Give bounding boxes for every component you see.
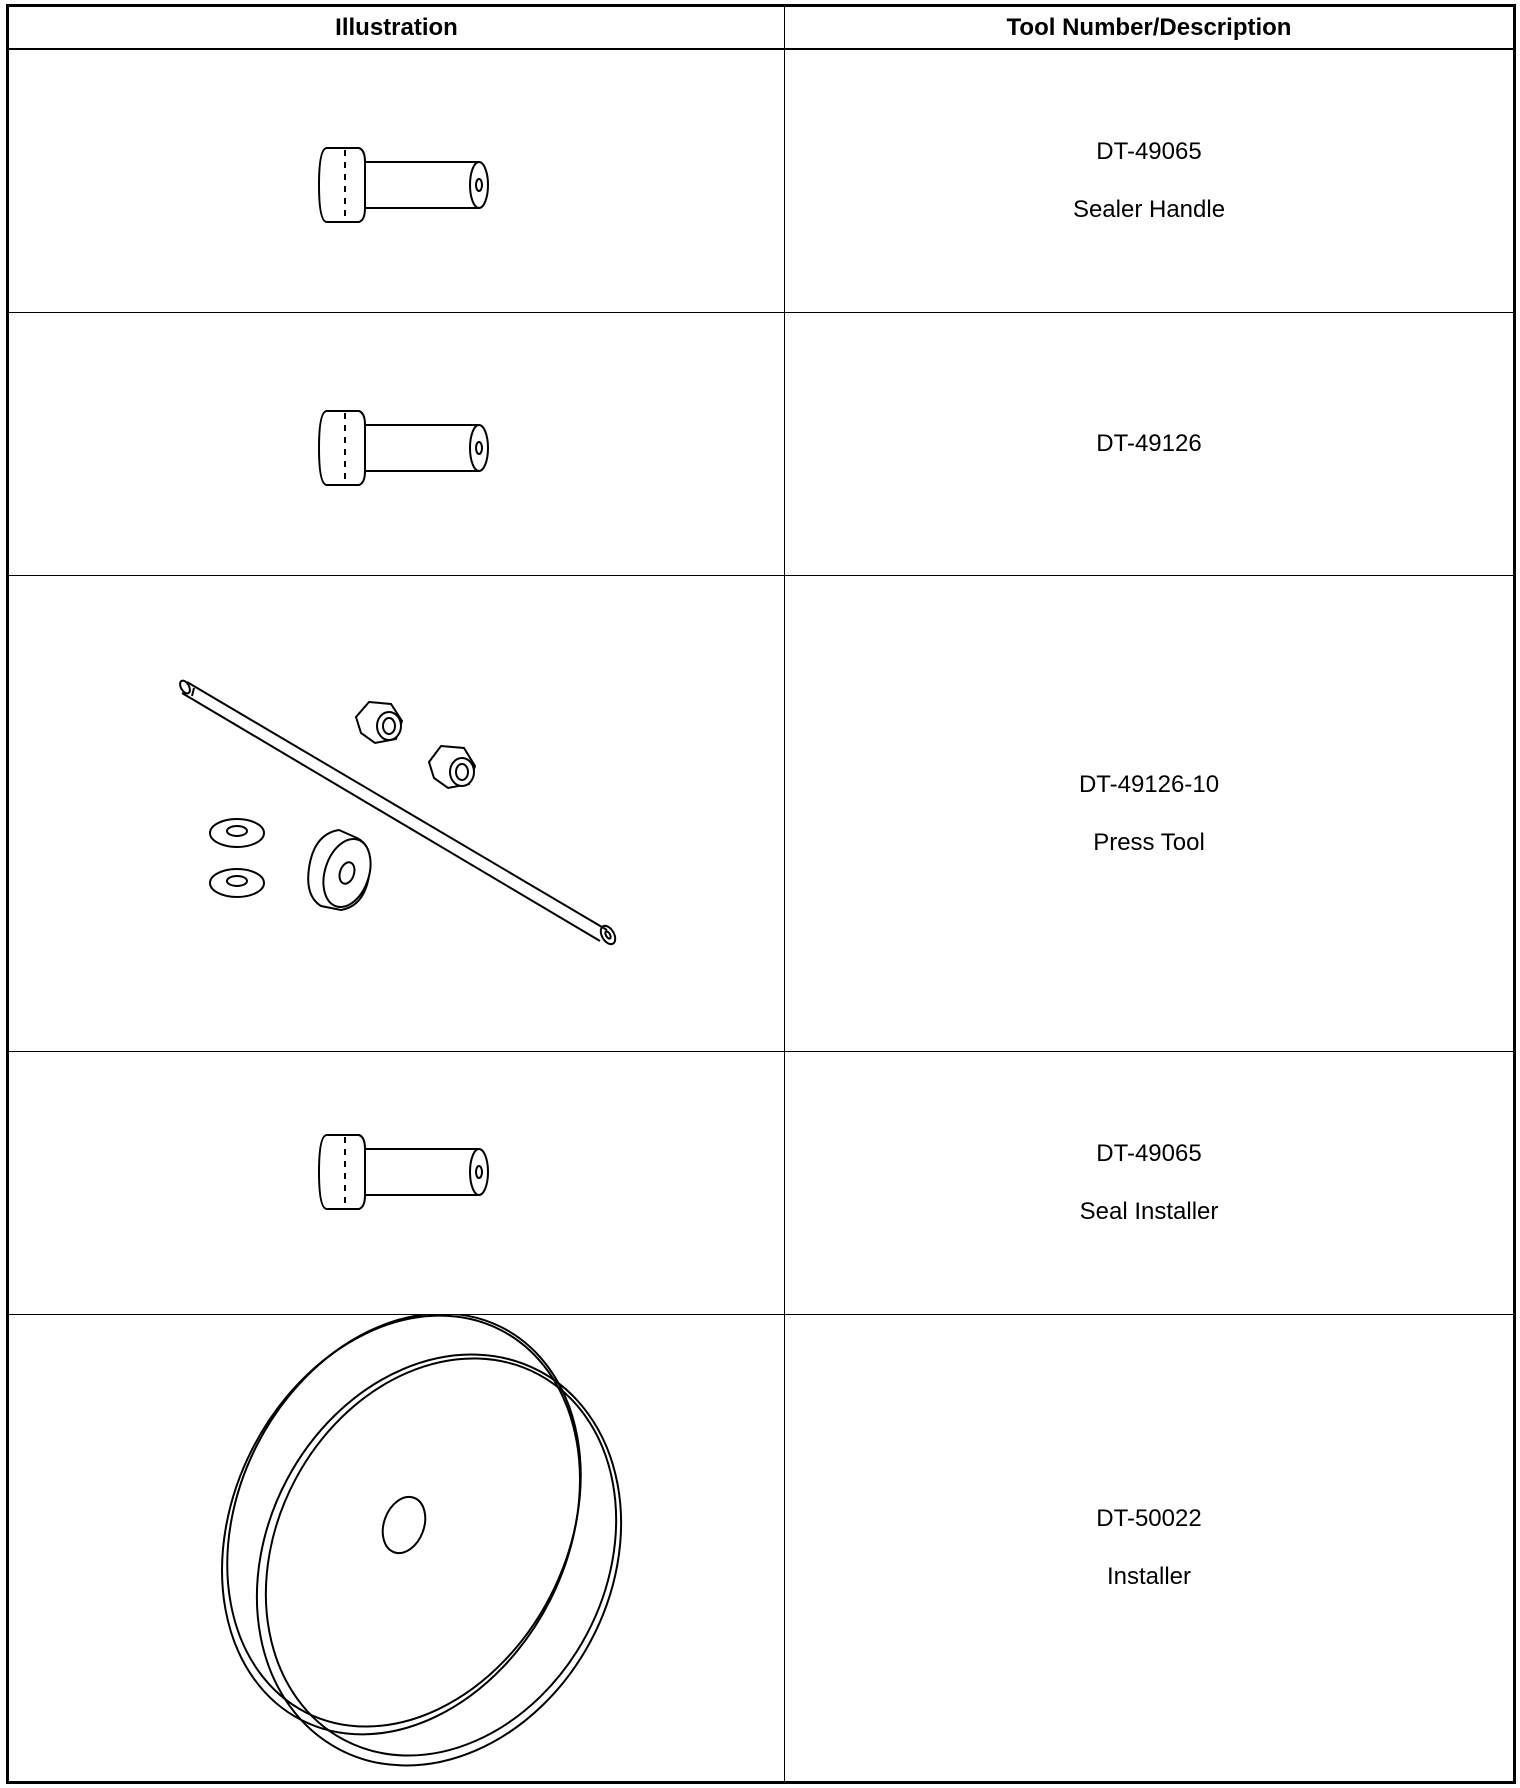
tool-description: Installer — [1106, 1563, 1192, 1590]
table-row — [9, 1052, 1513, 1315]
tool-number: DT-49126 — [1096, 430, 1202, 457]
table-row — [9, 576, 1513, 1052]
spacer-icon — [308, 830, 379, 913]
special-tools-table — [6, 4, 1516, 1784]
press-tool-kit-icon — [9, 576, 784, 1051]
illustration-cell — [9, 50, 784, 312]
tool-description: Sealer Handle — [1072, 196, 1226, 223]
installer-ring-icon — [9, 1315, 784, 1781]
table-header-row — [9, 7, 1513, 50]
sealer-handle-icon — [9, 313, 784, 575]
tool-number: DT-49126-10 — [1078, 770, 1220, 798]
illustration-cell — [9, 313, 784, 575]
washer-icon — [210, 819, 264, 847]
washer-icon — [210, 869, 264, 897]
hex-nut-icon — [429, 746, 475, 788]
illustration-cell — [9, 576, 784, 1051]
tool-description: Seal Installer — [1079, 1198, 1219, 1225]
header-illustration: Illustration — [335, 14, 458, 41]
description-cell — [785, 1315, 1513, 1781]
illustration-cell — [9, 1315, 784, 1781]
table-row — [9, 1315, 1513, 1781]
illustration-cell — [9, 1052, 784, 1314]
description-cell — [785, 50, 1513, 312]
tool-number: DT-49065 — [1096, 1140, 1202, 1167]
table-row — [9, 313, 1513, 576]
seal-installer-icon — [9, 1052, 784, 1314]
hex-nut-icon — [356, 702, 402, 743]
sealer-handle-icon — [9, 50, 784, 312]
tool-number: DT-50022 — [1096, 1505, 1202, 1532]
description-cell — [785, 576, 1513, 1051]
description-cell — [785, 313, 1513, 575]
tool-number: DT-49065 — [1096, 138, 1202, 165]
description-cell — [785, 1052, 1513, 1314]
tool-description: Press Tool — [1093, 828, 1205, 856]
table-row — [9, 50, 1513, 313]
header-tool-number-description: Tool Number/Description — [1006, 14, 1292, 41]
